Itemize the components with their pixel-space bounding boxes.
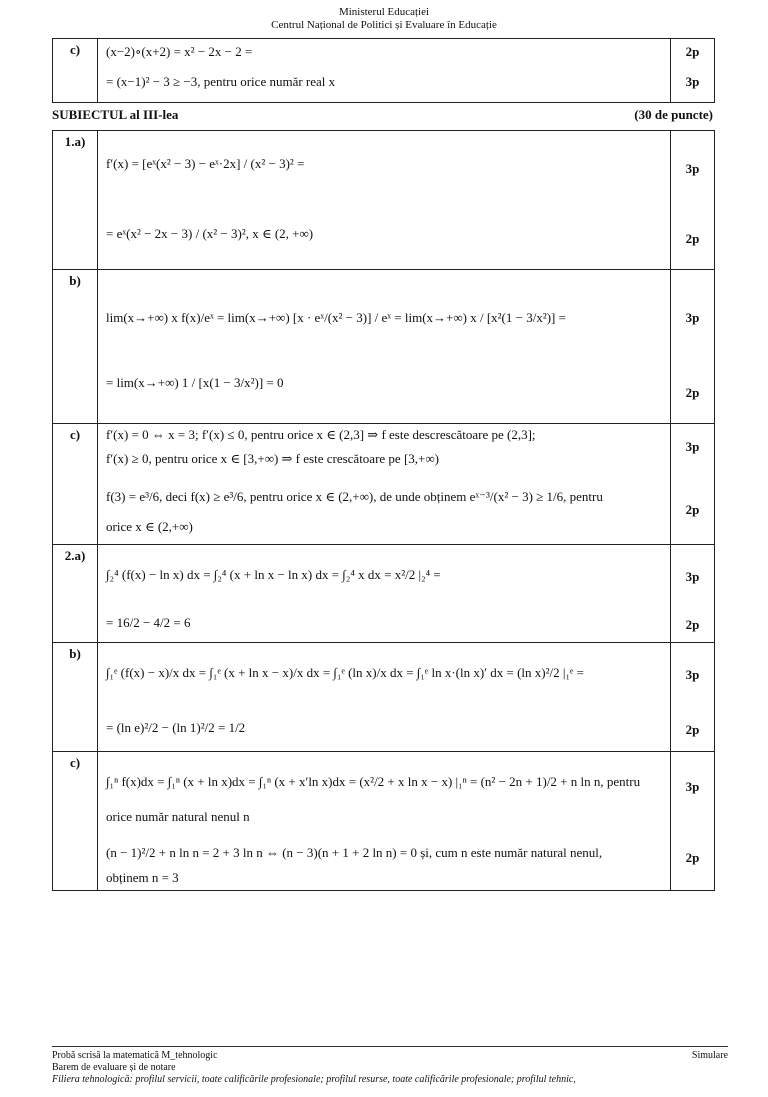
solution-line: (x−2)∘(x+2) = x² − 2x − 2 =	[106, 44, 253, 59]
table-row	[53, 752, 715, 891]
points: 2p	[685, 617, 700, 632]
points-cell	[671, 424, 715, 545]
points: 2p	[685, 502, 700, 517]
solution-line: f′(x) = 0 ⇔ x = 3; f′(x) ≤ 0, pentru orice x ∈ (2,3] ⇒ f este descrescătoare pe (2,3];	[106, 427, 536, 442]
points: 2p	[685, 850, 700, 865]
solution-line: ∫₂⁴ (f(x) − ln x) dx = ∫₂⁴ (x + ln x − ln x) dx = ∫₂⁴ x dx = x²/2 |₂⁴ =	[106, 567, 441, 582]
page-header	[0, 6, 768, 32]
table-row	[53, 545, 715, 643]
solution-line: = (x−1)² − 3 ≥ −3, pentru orice număr real x	[106, 74, 336, 89]
points: 3p	[685, 161, 700, 176]
solution-line: f′(x) ≥ 0, pentru orice x ∈ [3,+∞) ⇒ f este crescătoare pe [3,+∞)	[106, 451, 439, 466]
section-title: SUBIECTUL al III-lea	[52, 107, 179, 122]
item-body	[98, 39, 671, 103]
footer-simulation: Simulare	[691, 1050, 728, 1061]
points: 2p	[685, 722, 700, 737]
table-row	[53, 131, 715, 270]
solution-line: lim(x→+∞) x f(x)/eˣ = lim(x→+∞) [x · eˣ/(x² − 3)] / eˣ = lim(x→+∞) x / [x²(1 − 3/x²)] =	[106, 310, 566, 325]
table-row	[53, 643, 715, 752]
solution-line: obținem n = 3	[106, 870, 179, 885]
points: 3p	[685, 439, 700, 454]
solution-line: orice x ∈ (2,+∞)	[106, 519, 193, 534]
solution-line: orice număr natural nenul n	[106, 809, 250, 824]
footer-exam: Probă scrisă la matematică M_tehnologic	[52, 1050, 218, 1061]
item-label: c)	[53, 39, 98, 103]
solution-line: = (ln e)²/2 − (ln 1)²/2 = 1/2	[106, 720, 246, 735]
table-row	[53, 424, 715, 545]
solution-line: ∫₁ⁿ f(x)dx = ∫₁ⁿ (x + ln x)dx = ∫₁ⁿ (x + x′ln x)dx = (x²/2 + x ln x − x) |₁ⁿ = (n² − 2n + 1)/2 + n ln n, pentru	[106, 774, 641, 789]
solution-line: = lim(x→+∞) 1 / [x(1 − 3/x²)] = 0	[106, 375, 284, 390]
section-heading	[52, 107, 713, 123]
points: 3p	[685, 569, 700, 584]
points: 3p	[685, 667, 700, 682]
item-label: c)	[53, 752, 98, 891]
header-ministry: Ministerul Educației	[338, 6, 430, 18]
page-footer	[52, 1046, 728, 1086]
item-body	[98, 643, 671, 752]
part2c-table	[52, 38, 715, 103]
table-row	[53, 270, 715, 424]
solution-line: ∫₁ᵉ (f(x) − x)/x dx = ∫₁ᵉ (x + ln x − x)/x dx = ∫₁ᵉ (ln x)/x dx = ∫₁ᵉ ln x·(ln x)′ dx = (ln x)²/2 |₁ᵉ =	[106, 665, 584, 680]
points-cell	[671, 545, 715, 643]
points-cell	[671, 270, 715, 424]
solution-line: f′(x) = [eˣ(x² − 3) − eˣ·2x] / (x² − 3)² =	[106, 156, 305, 171]
subject3-table	[52, 130, 715, 891]
solution-line: = 16/2 − 4/2 = 6	[106, 615, 191, 630]
item-body	[98, 131, 671, 270]
points: 2p	[685, 385, 700, 400]
solution-line: (n − 1)²/2 + n ln n = 2 + 3 ln n ⇔ (n − 3)(n + 1 + 2 ln n) = 0 și, cum n este număr natural nenul,	[106, 845, 603, 860]
item-body	[98, 424, 671, 545]
points: 3p	[685, 74, 700, 89]
solution-line: f(3) = e³/6, deci f(x) ≥ e³/6, pentru orice x ∈ (2,+∞), de unde obținem eˣ⁻³/(x² − 3) ≥ 1/6, pentru	[106, 489, 603, 504]
item-body	[98, 270, 671, 424]
points: 3p	[685, 310, 700, 325]
item-label: 2.a)	[53, 545, 98, 643]
points: 3p	[685, 779, 700, 794]
points-cell	[671, 643, 715, 752]
points-cell	[671, 39, 715, 103]
item-label: b)	[53, 643, 98, 752]
points-cell	[671, 131, 715, 270]
item-label: 1.a)	[53, 131, 98, 270]
header-center: Centrul Național de Politici și Evaluare în Educație	[271, 19, 497, 31]
footer-profile: Filiera tehnologică: profilul servicii, toate calificările profesionale; profilul resurse, toate calificările profesionale; profilul tehnic,	[52, 1074, 576, 1085]
solution-line: = eˣ(x² − 2x − 3) / (x² − 3)², x ∈ (2, +∞)	[106, 226, 314, 241]
points: 2p	[685, 231, 700, 246]
item-body	[98, 752, 671, 891]
item-label: c)	[53, 424, 98, 545]
points: 2p	[685, 44, 700, 59]
item-body	[98, 545, 671, 643]
footer-barem: Barem de evaluare și de notare	[52, 1062, 176, 1073]
points-cell	[671, 752, 715, 891]
item-label: b)	[53, 270, 98, 424]
section-points: (30 de puncte)	[634, 107, 713, 122]
